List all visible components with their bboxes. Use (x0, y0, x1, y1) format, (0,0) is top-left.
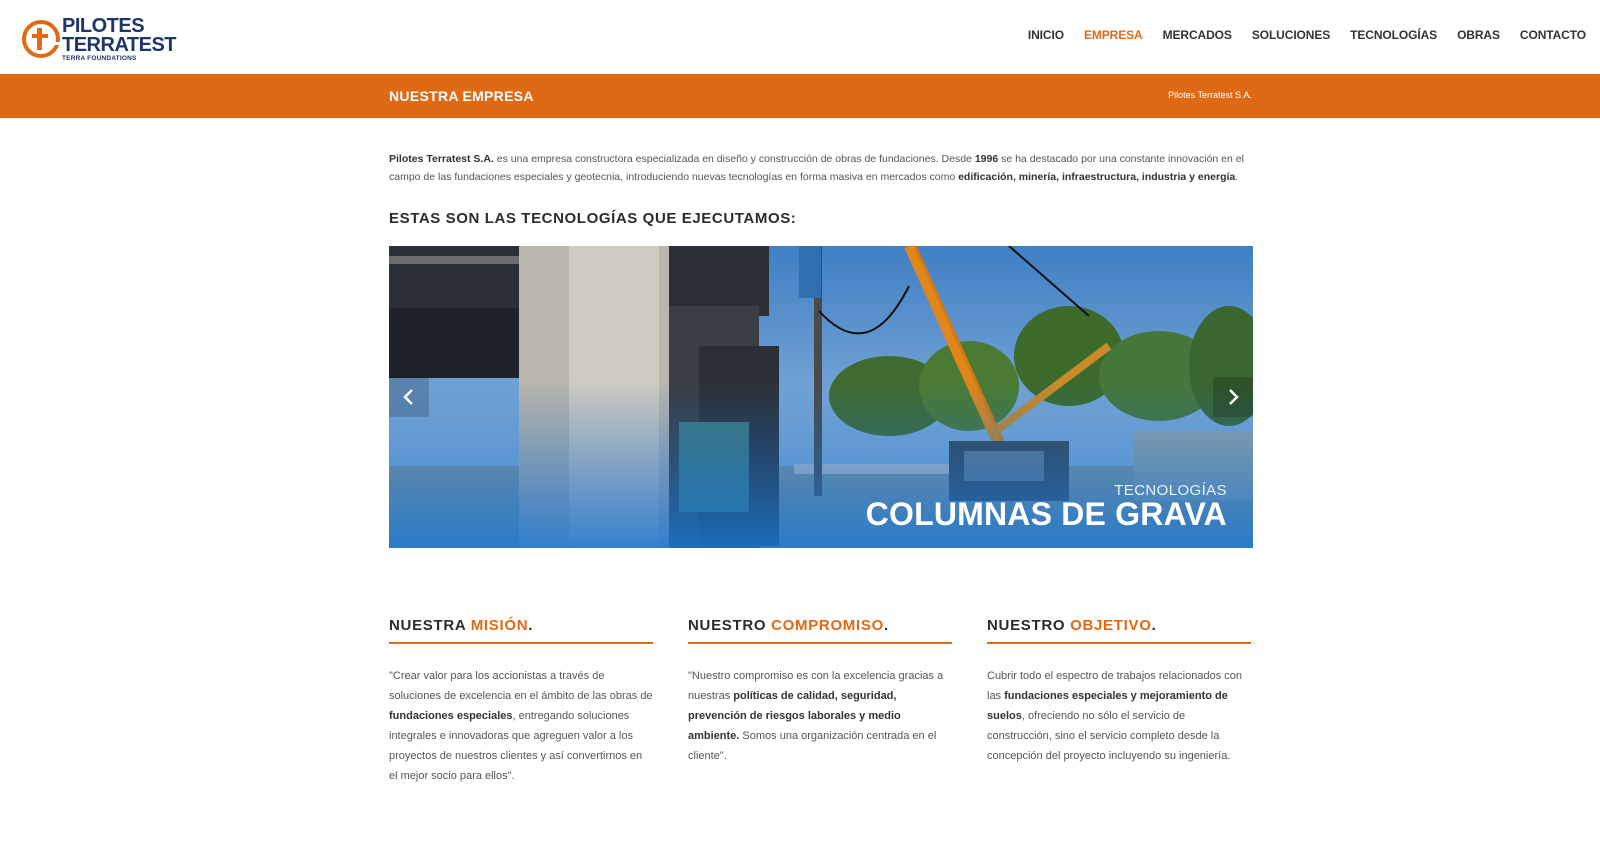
nav-item-obras[interactable]: OBRAS (1457, 28, 1500, 42)
logo[interactable] (22, 16, 182, 62)
intro-paragraph (389, 150, 1253, 186)
mission-heading (389, 617, 653, 644)
intro-year: 1996 (974, 153, 999, 165)
mission-text-2: , entregando soluciones integrales e innovadoras que agreguen valor a los proyectos de nuestros clientes y así convertirnos en el mejor socio para ellos". (389, 710, 643, 782)
breadcrumb[interactable]: Pilotes Terratest S.A. (1168, 90, 1252, 100)
intro-text-1: es una empresa constructora especializada en diseño y construcción de obras de fundaciones. Desde (493, 153, 975, 165)
mission-heading-accent: MISIÓN (470, 617, 529, 634)
mission-heading-suffix: . (528, 617, 534, 634)
commitment-heading (688, 617, 952, 644)
objective-text-2: , ofreciendo no sólo el servicio de construcción, sino el servicio completo desde la concepción del proyecto incluyendo su ingeniería. (987, 710, 1231, 762)
intro-text-3: . (1235, 171, 1239, 183)
nav-item-contacto[interactable]: CONTACTO (1519, 28, 1586, 42)
technologies-heading: ESTAS SON LAS TECNOLOGÍAS QUE EJECUTAMOS: (389, 210, 797, 227)
commitment-text-bold: políticas de calidad, seguridad, prevención de riesgos laborales y medio ambiente. (688, 690, 901, 742)
intro-company: Pilotes Terratest S.A. (389, 153, 494, 165)
objective-heading (987, 617, 1251, 644)
slider-prev-button[interactable] (389, 377, 429, 417)
main-nav (1008, 28, 1586, 42)
slide-title: COLUMNAS DE GRAVA (865, 496, 1227, 532)
objective-heading-suffix: . (1151, 617, 1157, 634)
mission-text (389, 666, 653, 786)
nav-item-soluciones[interactable]: SOLUCIONES (1251, 28, 1331, 42)
chevron-left-icon (402, 389, 416, 405)
nav-item-mercados[interactable]: MERCADOS (1162, 28, 1232, 42)
site-header (0, 0, 1600, 74)
page-title: NUESTRA EMPRESA (389, 88, 534, 104)
slide-subtitle: TECNOLOGÍAS (1114, 482, 1227, 499)
mission-heading-prefix: NUESTRA (389, 617, 471, 634)
commitment-text (688, 666, 952, 766)
mission-text-bold: fundaciones especiales (389, 710, 513, 722)
intro-markets: edificación, minería, infraestructura, industria y energía (958, 171, 1236, 183)
logo-text-line1: PILOTES (62, 14, 145, 37)
nav-item-tecnologias[interactable]: TECNOLOGÍAS (1350, 28, 1438, 42)
objective-text (987, 666, 1251, 766)
mission-text-1: "Crear valor para los accionistas a través de soluciones de excelencia en el ámbito de las obras de (389, 670, 653, 702)
page-title-band (0, 74, 1600, 118)
technology-slider[interactable] (389, 246, 1253, 548)
objective-heading-prefix: NUESTRO (987, 617, 1071, 634)
logo-tagline: TERRA FOUNDATIONS (62, 54, 137, 62)
logo-text-line2: TERRATEST (62, 33, 177, 56)
commitment-text-2: Somos una organización centrada en el cliente". (688, 730, 937, 762)
commitment-heading-accent: COMPROMISO (771, 617, 884, 634)
commitment-column (688, 617, 952, 766)
commitment-heading-prefix: NUESTRO (688, 617, 772, 634)
slider-next-button[interactable] (1213, 377, 1253, 417)
chevron-right-icon (1226, 389, 1240, 405)
objective-text-1: Cubrir todo el espectro de trabajos relacionados con las (987, 670, 1242, 702)
nav-item-inicio[interactable]: INICIO (1027, 28, 1064, 42)
intro-text-2: se ha destacado por una constante innovación en el campo de las fundaciones especiales y geotecnia, introduciendo nuevas tecnologías en forma masiva en mercados como (389, 153, 1244, 183)
logo-icon (22, 20, 60, 58)
objective-text-bold: fundaciones especiales y mejoramiento de suelos (987, 690, 1228, 722)
mission-column (389, 617, 653, 786)
objective-heading-accent: OBJETIVO (1070, 617, 1152, 634)
commitment-text-1: "Nuestro compromiso es con la excelencia gracias a nuestras (688, 670, 944, 702)
nav-item-empresa[interactable]: EMPRESA (1083, 28, 1143, 42)
commitment-heading-suffix: . (883, 617, 889, 634)
objective-column (987, 617, 1251, 766)
